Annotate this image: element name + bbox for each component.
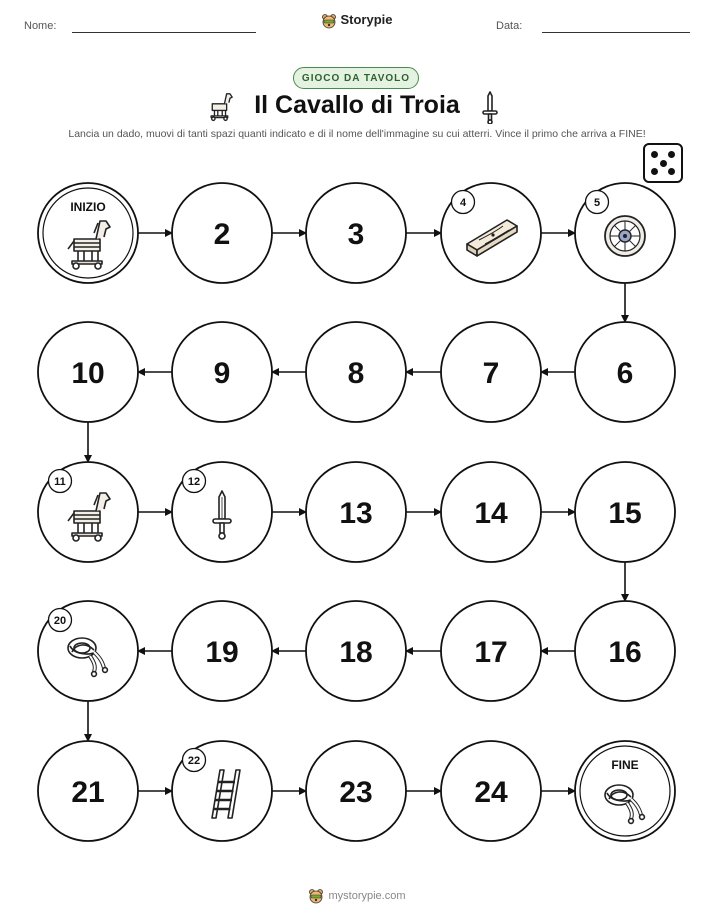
cell-number: 5: [593, 197, 601, 209]
board-cell-11[interactable]: [38, 462, 138, 562]
board-cells: [38, 183, 675, 841]
cell-number: 14: [474, 497, 508, 530]
board-cell-8[interactable]: [306, 322, 406, 422]
board-cell-19[interactable]: [172, 601, 272, 701]
game-instructions: Lancia un dado, muovi di tanti spazi quanti indicato e di il nome dell'immagine su cui atterri. Vince il primo che arriva a FINE!: [68, 128, 646, 140]
board-cell-23[interactable]: [306, 741, 406, 841]
date-label: Data:: [496, 20, 523, 32]
board-cell-14[interactable]: [441, 462, 541, 562]
round-shield-icon: [605, 216, 645, 256]
board-cell-24[interactable]: [441, 741, 541, 841]
cell-number: 21: [71, 776, 105, 809]
board-cell-15[interactable]: [575, 462, 675, 562]
cell-number: 9: [213, 357, 231, 390]
cell-number: 20: [53, 615, 67, 627]
board-cell-9[interactable]: [172, 322, 272, 422]
name-label: Nome:: [24, 20, 57, 32]
cell-number: 3: [347, 218, 365, 251]
board-cell-3[interactable]: [306, 183, 406, 283]
cell-number: 16: [608, 636, 642, 669]
cell-number: 7: [482, 357, 500, 390]
board-cell-7[interactable]: [441, 322, 541, 422]
board-cell-17[interactable]: [441, 601, 541, 701]
board-cell-18[interactable]: [306, 601, 406, 701]
category-badge: GIOCO DA TAVOLO: [293, 67, 419, 89]
cell-number: 22: [187, 755, 201, 767]
board-cell-10[interactable]: [38, 322, 138, 422]
cell-number: 13: [339, 497, 373, 530]
footer: [0, 888, 714, 904]
cell-number: 17: [474, 636, 508, 669]
board-cell-4[interactable]: [441, 183, 541, 283]
board-cell-25[interactable]: [575, 741, 675, 841]
cell-number: 2: [213, 218, 231, 251]
cell-number: 6: [616, 357, 634, 390]
page-title: Il Cavallo di Troia: [254, 91, 460, 119]
board-cell-20[interactable]: [38, 601, 138, 701]
cell-number: 15: [608, 497, 642, 530]
cell-number: 4: [459, 197, 467, 209]
start-label: INIZIO: [70, 200, 106, 214]
board-cell-5[interactable]: [575, 183, 675, 283]
cell-number: 19: [205, 636, 239, 669]
footer-url: mystorypie.com: [328, 889, 406, 902]
board-cell-12[interactable]: [172, 462, 272, 562]
cell-number: 12: [187, 476, 201, 488]
board-cell-6[interactable]: [575, 322, 675, 422]
cell-number: 18: [339, 636, 373, 669]
cell-number: 8: [347, 357, 365, 390]
bear-logo-icon: [308, 888, 324, 904]
board-cell-2[interactable]: [172, 183, 272, 283]
cell-number: 23: [339, 776, 373, 809]
cell-number: 11: [54, 476, 66, 488]
board-cell-22[interactable]: [172, 741, 272, 841]
cell-number: 24: [474, 776, 508, 809]
board-cell-1[interactable]: [38, 183, 138, 283]
board-cell-13[interactable]: [306, 462, 406, 562]
board-cell-21[interactable]: [38, 741, 138, 841]
cell-number: 10: [71, 357, 105, 390]
end-label: FINE: [611, 758, 639, 772]
board-cell-16[interactable]: [575, 601, 675, 701]
brand-name: Storypie: [340, 12, 393, 27]
